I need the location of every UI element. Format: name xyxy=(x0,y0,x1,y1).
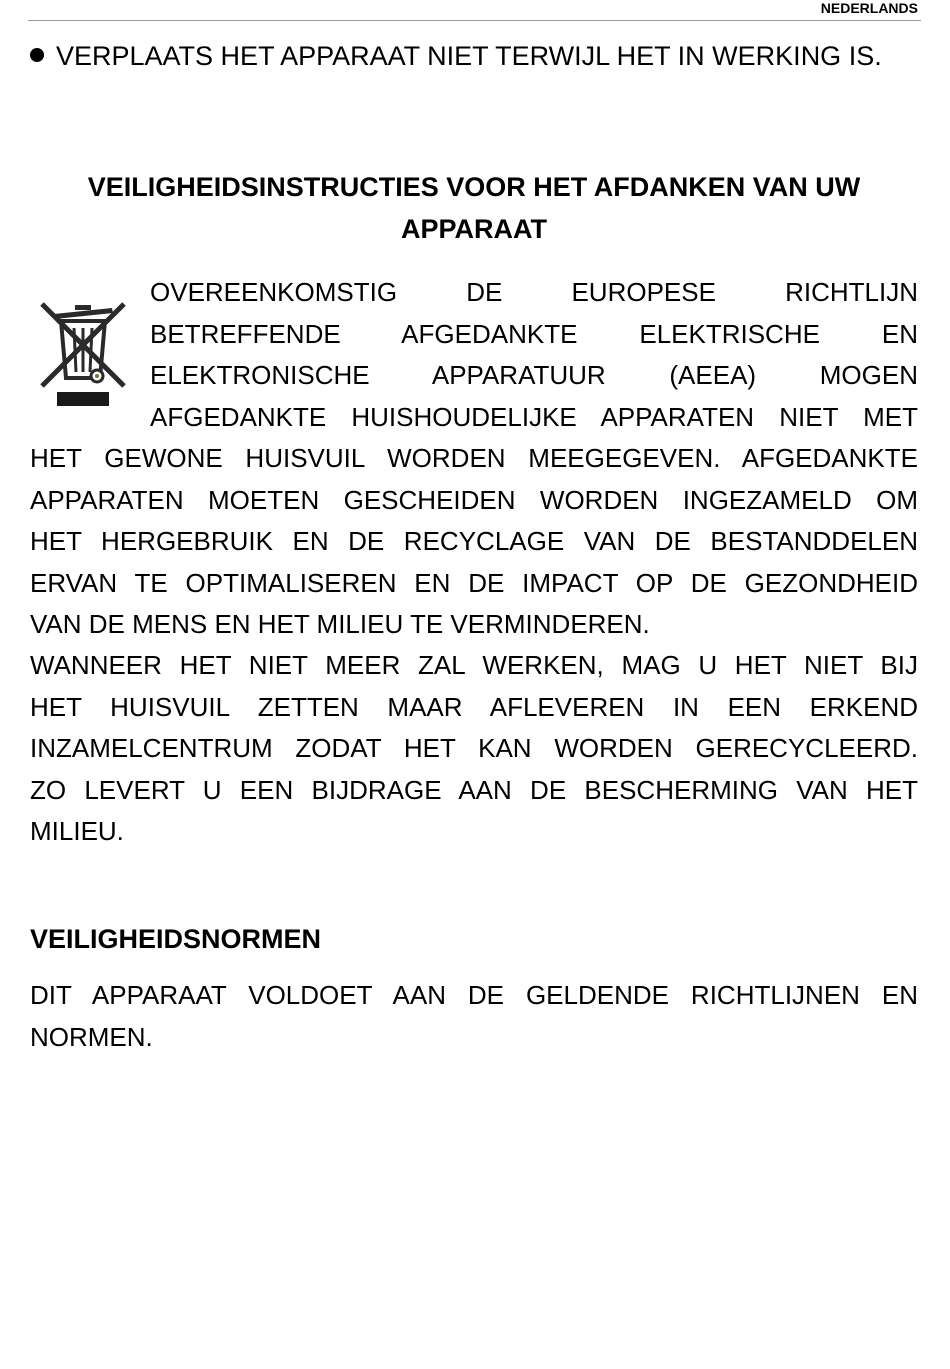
norms-paragraph xyxy=(30,975,918,1058)
disposal-section-title xyxy=(30,166,918,250)
disposal-line: MILIEU. xyxy=(30,816,124,846)
disposal-line: HET HUISVUIL ZETTEN MAAR AFLEVEREN IN EEN ERKEND xyxy=(30,691,918,722)
disposal-line: ZO LEVERT U EEN BIJDRAGE AAN DE BESCHERMING VAN HET xyxy=(30,774,918,805)
disposal-line: WANNEER HET NIET MEER ZAL WERKEN, MAG U HET NIET BIJ xyxy=(30,650,918,680)
disposal-title-line-1: VEILIGHEIDSINSTRUCTIES VOOR HET AFDANKEN VAN UW xyxy=(87,172,861,202)
disposal-line: OVEREENKOMSTIG DE EUROPESE RICHTLIJN xyxy=(150,277,918,307)
disposal-paragraph-1 xyxy=(30,272,918,646)
warning-text: VERPLAATS HET APPARAAT NIET TERWIJL HET IN WERKING IS. xyxy=(56,41,882,71)
disposal-paragraph-2 xyxy=(30,645,918,853)
disposal-line: ELEKTRONISCHE APPARATUUR (AEEA) MOGEN xyxy=(150,360,918,390)
norms-line: NORMEN. xyxy=(30,1021,153,1052)
bullet-icon xyxy=(30,48,44,62)
disposal-line: APPARATEN MOETEN GESCHEIDEN WORDEN INGEZAMELD OM xyxy=(30,484,918,515)
disposal-line: HET GEWONE HUISVUIL WORDEN MEEGEGEVEN. AFGEDANKTE xyxy=(30,443,918,473)
norms-line: DIT APPARAAT VOLDOET AAN DE GELDENDE RICHTLIJNEN EN xyxy=(30,980,918,1010)
disposal-line: VAN DE MENS EN HET MILIEU TE VERMINDEREN. xyxy=(30,609,650,639)
header-divider xyxy=(28,20,921,21)
disposal-line: HET HERGEBRUIK EN DE RECYCLAGE VAN DE BESTANDDELEN xyxy=(30,526,918,556)
disposal-line: AFGEDANKTE HUISHOUDELIJKE APPARATEN NIET MET xyxy=(150,401,918,432)
norms-section-title: VEILIGHEIDSNORMEN xyxy=(30,924,322,954)
disposal-line: INZAMELCENTRUM ZODAT HET KAN WORDEN GERECYCLEERD. xyxy=(30,733,918,763)
disposal-line: ERVAN TE OPTIMALISEREN EN DE IMPACT OP DE GEZONDHEID xyxy=(30,567,918,598)
language-label: NEDERLANDS xyxy=(820,0,918,16)
disposal-line: BETREFFENDE AFGEDANKTE ELEKTRISCHE EN xyxy=(150,318,918,349)
disposal-title-line-2: APPARAAT xyxy=(401,214,547,244)
operation-warning xyxy=(30,38,882,74)
